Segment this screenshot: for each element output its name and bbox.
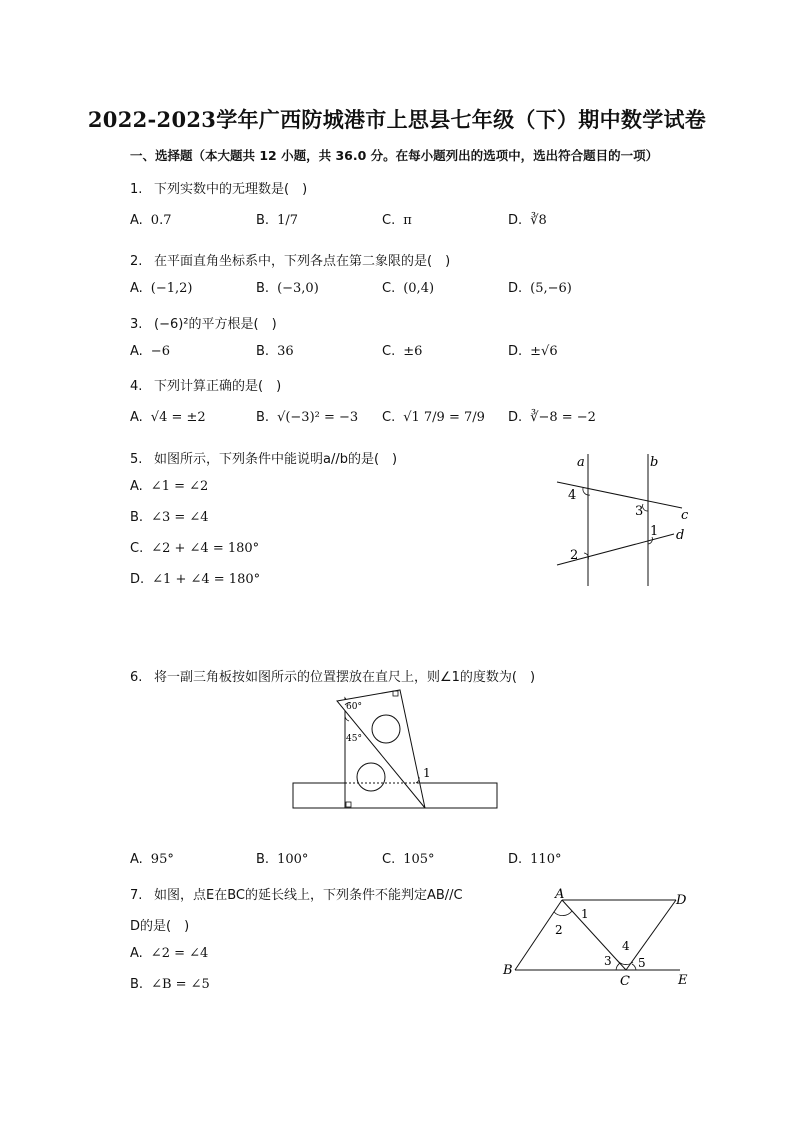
question-number: 5. [130, 452, 143, 467]
option-letter: D. [508, 852, 523, 867]
label-4: 4 [622, 939, 630, 953]
option-letter: A. [130, 281, 143, 296]
question-6 [130, 666, 535, 685]
option-letter: A. [130, 852, 143, 867]
option-letter: B. [256, 213, 270, 228]
option-d[interactable] [508, 281, 572, 296]
question-3 [130, 313, 277, 332]
question-1 [130, 178, 307, 197]
option-value: ∠2 + ∠4 = 180° [151, 541, 260, 556]
label-3: 3 [635, 504, 644, 519]
option-value: ∠1 + ∠4 = 180° [152, 572, 261, 587]
question-5 [130, 448, 397, 467]
option-value: √(−3)² = −3 [277, 410, 359, 425]
option-letter: C. [130, 541, 144, 556]
option-b[interactable] [130, 977, 210, 992]
option-letter: D. [508, 410, 523, 425]
question-2 [130, 250, 450, 269]
label-60: 60° [346, 702, 362, 712]
option-value: π [403, 213, 412, 228]
question-text: 下列实数中的无理数是( ) [154, 182, 308, 197]
option-b[interactable] [256, 281, 319, 296]
option-d[interactable] [508, 852, 561, 867]
option-a[interactable] [130, 344, 170, 359]
option-d[interactable] [508, 344, 558, 359]
option-value: ∛−8 = −2 [530, 410, 596, 425]
label-D: D [676, 893, 687, 908]
option-letter: B. [130, 977, 144, 992]
label-B: B [503, 963, 513, 978]
option-value: ∠B = ∠5 [151, 977, 210, 992]
label-d: d [676, 528, 685, 543]
option-b[interactable] [256, 344, 294, 359]
question-number: 6. [130, 670, 143, 685]
option-a[interactable] [130, 479, 208, 494]
option-value: (−3,0) [277, 281, 319, 296]
question-text: 在平面直角坐标系中，下列各点在第二象限的是( ) [154, 254, 451, 269]
question-text: 如图所示，下列条件中能说明a//b的是( ) [154, 452, 398, 467]
option-letter: A. [130, 410, 143, 425]
label-1: 1 [650, 524, 659, 539]
question-text-continued: D的是( ) [130, 919, 190, 934]
option-a[interactable] [130, 946, 208, 961]
option-c[interactable] [382, 410, 485, 425]
angle-3-arc [643, 504, 648, 511]
option-value: −6 [150, 344, 170, 359]
option-a[interactable] [130, 213, 171, 228]
option-a[interactable] [130, 281, 193, 296]
option-letter: D. [508, 213, 523, 228]
label-45: 45° [346, 734, 362, 744]
label-2: 2 [570, 548, 579, 563]
option-c[interactable] [130, 541, 259, 556]
option-value: 95° [150, 852, 174, 867]
option-c[interactable] [382, 852, 435, 867]
angle-3-arc [616, 963, 620, 970]
question-text: 如图，点E在BC的延长线上，下列条件不能判定AB//C [154, 888, 463, 903]
question-number: 4. [130, 379, 143, 394]
parallelogram-figure [498, 884, 698, 990]
question-4 [130, 375, 281, 394]
option-d[interactable] [508, 213, 547, 228]
angle-a-arc [554, 911, 572, 916]
option-value: √4 = ±2 [150, 410, 206, 425]
option-a[interactable] [130, 410, 206, 425]
options-q2 [130, 281, 690, 303]
question-number: 2. [130, 254, 143, 269]
option-d[interactable] [130, 572, 260, 587]
option-value: 1/7 [277, 213, 298, 228]
option-value: 110° [530, 852, 562, 867]
option-letter: C. [382, 852, 396, 867]
option-letter: A. [130, 344, 143, 359]
options-q6 [130, 852, 690, 874]
segment-dc [626, 900, 676, 970]
option-letter: C. [382, 281, 396, 296]
option-b[interactable] [256, 852, 308, 867]
option-value: (5,−6) [530, 281, 572, 296]
option-letter: A. [130, 213, 143, 228]
option-value: ±6 [403, 344, 423, 359]
option-value: (−1,2) [150, 281, 193, 296]
option-d[interactable] [508, 410, 596, 425]
label-1: 1 [423, 766, 431, 780]
options-q1 [130, 213, 690, 235]
option-letter: A. [130, 479, 143, 494]
option-c[interactable] [382, 213, 412, 228]
label-2: 2 [555, 923, 563, 937]
option-letter: B. [256, 852, 270, 867]
option-letter: B. [256, 281, 270, 296]
question-number: 1. [130, 182, 143, 197]
label-c: c [681, 508, 689, 523]
options-q4 [130, 410, 690, 432]
question-text: 下列计算正确的是( ) [154, 379, 282, 394]
page-title: 2022-2023学年广西防城港市上思县七年级（下）期中数学试卷 [87, 107, 707, 132]
question-number: 3. [130, 317, 143, 332]
label-a: a [577, 455, 585, 470]
option-value: 36 [277, 344, 294, 359]
question-number: 7. [130, 888, 143, 903]
option-letter: D. [508, 281, 523, 296]
option-letter: D. [130, 572, 145, 587]
option-value: (0,4) [403, 281, 435, 296]
option-b[interactable] [256, 213, 298, 228]
option-value: ∠3 = ∠4 [151, 510, 209, 525]
question-7 [130, 884, 463, 903]
question-text: (−6)²的平方根是( ) [154, 317, 277, 332]
option-value: ∠1 = ∠2 [150, 479, 209, 494]
label-C: C [620, 974, 630, 989]
section-heading: 一、选择题（本大题共 12 小题，共 36.0 分。在每小题列出的选项中，选出符合题目的一项） [130, 148, 659, 163]
option-letter: B. [256, 410, 270, 425]
option-b[interactable] [130, 510, 209, 525]
label-A: A [555, 887, 565, 902]
label-4: 4 [568, 488, 577, 503]
option-letter: A. [130, 946, 143, 961]
question-text: 将一副三角板按如图所示的位置摆放在直尺上，则∠1的度数为( ) [154, 670, 536, 685]
option-letter: B. [130, 510, 144, 525]
label-E: E [678, 973, 688, 988]
angle-5-arc [632, 964, 636, 970]
option-value: ∛8 [530, 213, 547, 228]
option-letter: D. [508, 344, 523, 359]
triangle-ruler-figure [290, 688, 502, 814]
option-c[interactable] [382, 281, 434, 296]
option-value: 0.7 [150, 213, 172, 228]
option-letter: C. [382, 344, 396, 359]
option-value: ±√6 [530, 344, 558, 359]
option-c[interactable] [382, 344, 422, 359]
label-b: b [650, 455, 659, 470]
label-5: 5 [638, 956, 646, 970]
label-3: 3 [604, 954, 612, 968]
option-letter: C. [382, 410, 396, 425]
segment-ac [562, 900, 626, 970]
option-a[interactable] [130, 852, 174, 867]
option-letter: C. [382, 213, 396, 228]
option-value: √1 7/9 = 7/9 [403, 410, 485, 425]
option-letter: B. [256, 344, 270, 359]
label-1: 1 [581, 907, 589, 921]
parallel-lines-figure [550, 448, 700, 590]
options-q3 [130, 344, 690, 366]
option-value: 105° [403, 852, 435, 867]
option-value: ∠2 = ∠4 [150, 946, 209, 961]
question-7-continued [130, 915, 189, 934]
option-b[interactable] [256, 410, 358, 425]
option-value: 100° [277, 852, 309, 867]
